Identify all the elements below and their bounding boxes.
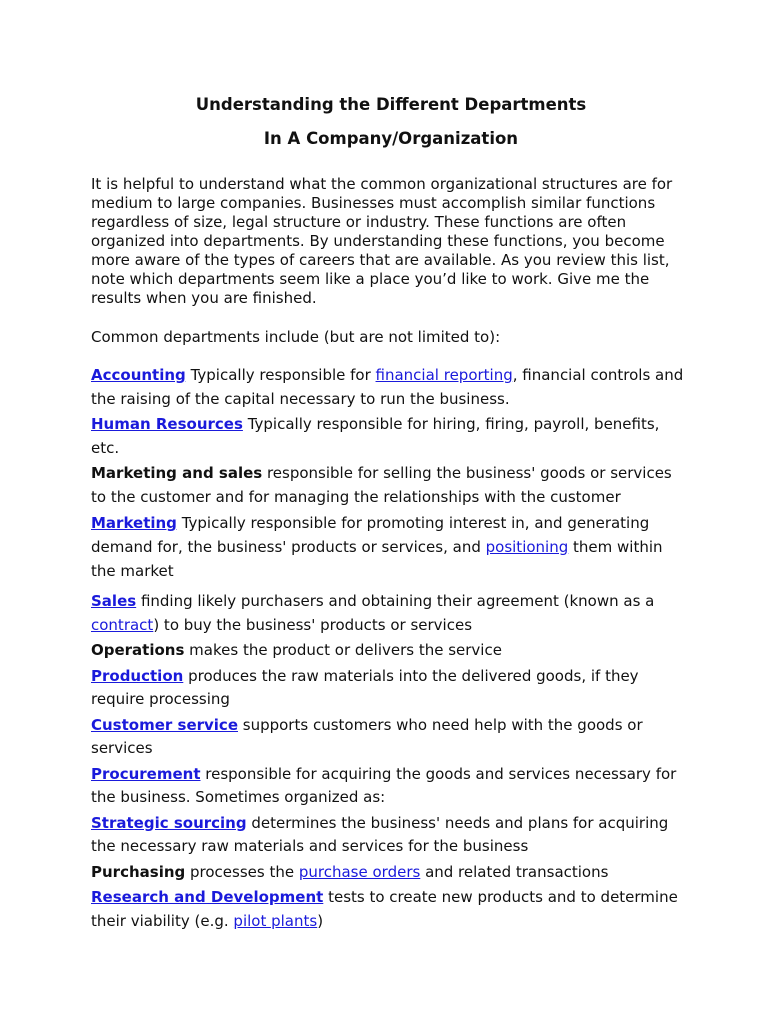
rnd-desc-a: tests to create new products and to determine their viability (e.g. bbox=[91, 888, 678, 930]
marketing-desc-b: them within the market bbox=[91, 538, 663, 580]
intro-paragraph: It is helpful to understand what the common organizational structures are for medium to large companies. Businesses must accomplish similar functions regardless of size, legal structure or industry. These functions are often organized into departments. By understanding these functions, you become more aware of the types of careers that are available. As you review this list, note which departments seem like a place you’d like to work. Give me the results when you are finished. bbox=[91, 175, 673, 307]
lead-paragraph: Common departments include (but are not limited to): bbox=[91, 328, 501, 346]
entry-customer-service bbox=[91, 714, 691, 761]
human-resources-link[interactable]: Human Resources bbox=[91, 415, 243, 433]
entry-procurement bbox=[91, 763, 691, 810]
sales-desc-b: ) to buy the business' products or services bbox=[153, 615, 473, 634]
rnd-desc-b: ) bbox=[317, 911, 324, 930]
contract-link[interactable]: contract bbox=[91, 615, 154, 634]
marketing-and-sales-term: Marketing and sales bbox=[91, 464, 263, 482]
entry-human-resources bbox=[91, 413, 691, 460]
entry-production bbox=[91, 665, 691, 712]
sales-link[interactable]: Sales bbox=[91, 592, 137, 610]
customer-service-link[interactable]: Customer service bbox=[91, 715, 238, 734]
financial-reporting-link[interactable]: financial reporting bbox=[375, 366, 513, 384]
entry-purchasing bbox=[91, 861, 691, 885]
strategic-sourcing-desc: determines the business' needs and plans for acquiring the necessary raw materials and services for the business bbox=[91, 813, 669, 855]
accounting-desc-b: , financial controls and the raising of the capital necessary to run the business. bbox=[91, 366, 684, 408]
production-link[interactable]: Production bbox=[91, 666, 184, 685]
human-resources-desc: Typically responsible for hiring, firing, payroll, benefits, etc. bbox=[91, 415, 660, 457]
purchasing-desc-b: and related transactions bbox=[420, 862, 609, 881]
pilot-plants-link[interactable]: pilot plants bbox=[233, 911, 318, 930]
entry-marketing-and-sales bbox=[91, 462, 691, 509]
entry-operations bbox=[91, 639, 691, 663]
customer-service-desc: supports customers who need help with the goods or services bbox=[91, 715, 643, 757]
purchasing-desc-a: processes the bbox=[185, 862, 299, 881]
positioning-link[interactable]: positioning bbox=[485, 538, 569, 556]
entry-marketing bbox=[91, 511, 691, 583]
document-title: Understanding the Different Departments bbox=[195, 95, 587, 114]
marketing-and-sales-desc: responsible for selling the business' goods or services to the customer and for managing the relationships with the customer bbox=[91, 464, 672, 506]
document-page bbox=[91, 92, 691, 935]
entry-research-and-development bbox=[91, 886, 691, 933]
strategic-sourcing-link[interactable]: Strategic sourcing bbox=[91, 813, 247, 832]
entry-strategic-sourcing bbox=[91, 812, 691, 859]
entry-accounting bbox=[91, 364, 691, 411]
purchase-orders-link[interactable]: purchase orders bbox=[298, 862, 421, 881]
accounting-desc-a: Typically responsible for bbox=[185, 366, 376, 384]
marketing-desc-a: Typically responsible for promoting interest in, and generating demand for, the business' products or services, and bbox=[91, 514, 650, 556]
operations-term: Operations bbox=[91, 641, 185, 659]
production-desc: produces the raw materials into the delivered goods, if they require processing bbox=[91, 666, 639, 708]
sales-desc-a: finding likely purchasers and obtaining their agreement (known as a bbox=[136, 592, 655, 610]
research-and-development-link[interactable]: Research and Development bbox=[91, 888, 324, 906]
operations-desc: makes the product or delivers the service bbox=[184, 641, 502, 659]
procurement-desc: responsible for acquiring the goods and services necessary for the business. Sometimes organized as: bbox=[91, 764, 677, 806]
accounting-link[interactable]: Accounting bbox=[91, 366, 186, 384]
marketing-link[interactable]: Marketing bbox=[91, 514, 177, 532]
procurement-link[interactable]: Procurement bbox=[91, 764, 201, 783]
entry-sales bbox=[91, 590, 691, 637]
document-subtitle: In A Company/Organization bbox=[263, 129, 519, 148]
purchasing-term: Purchasing bbox=[91, 862, 186, 881]
department-list bbox=[91, 364, 691, 933]
